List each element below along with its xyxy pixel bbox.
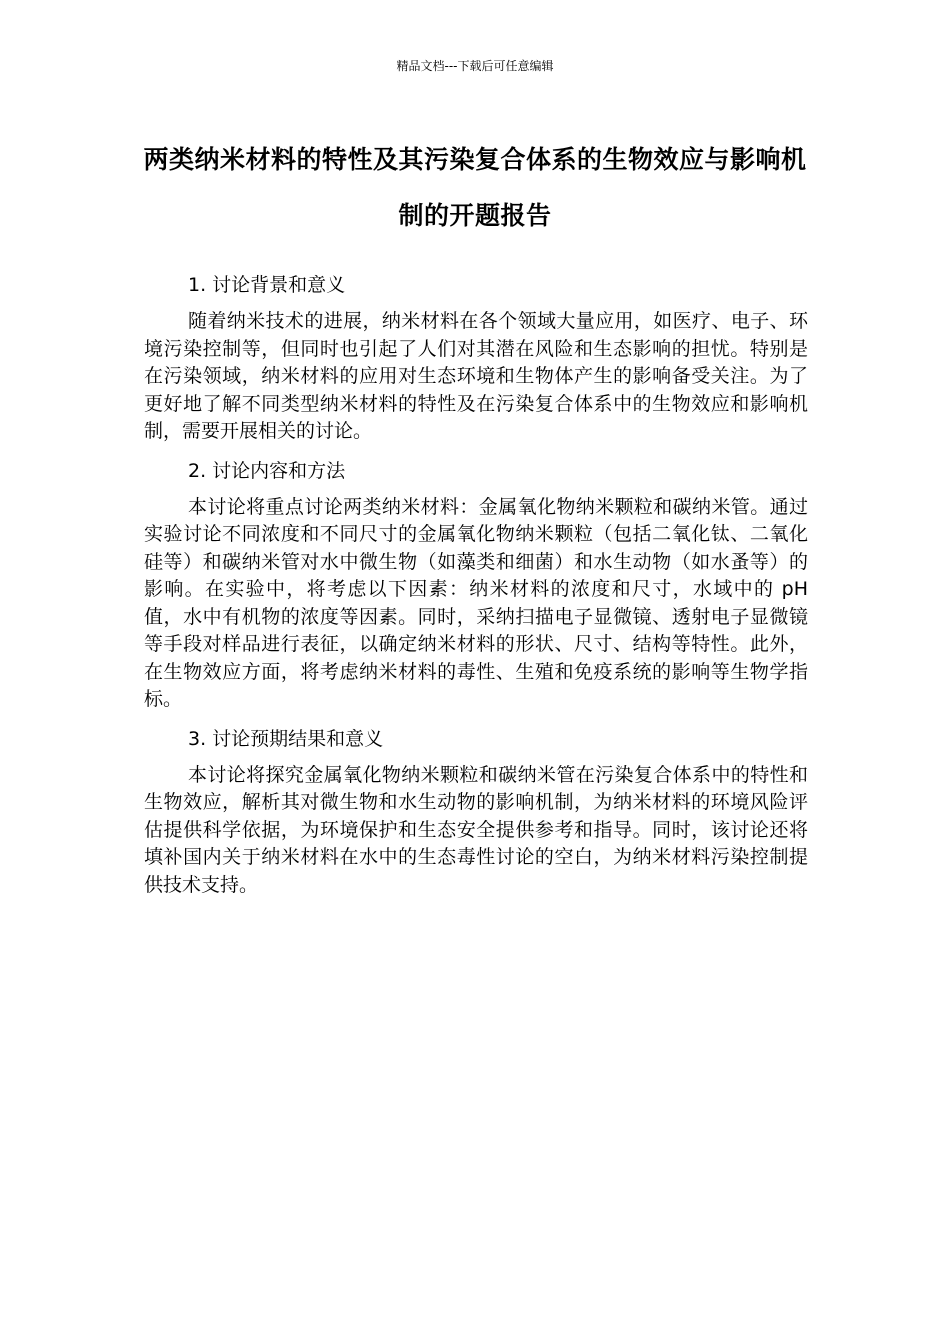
- section-heading: 2. 讨论内容和方法: [188, 459, 346, 482]
- section-expected-results: [144, 722, 808, 900]
- document-title: 两类纳米材料的特性及其污染复合体系的生物效应与影响机制的开题报告: [143, 145, 807, 230]
- section-background: [144, 268, 808, 446]
- document-body: [144, 268, 808, 907]
- section-heading: 3. 讨论预期结果和意义: [188, 727, 384, 750]
- section-content-methods: [144, 454, 808, 714]
- section-heading: 1. 讨论背景和意义: [188, 274, 346, 296]
- section-paragraph: 本讨论将重点讨论两类纳米材料：金属氧化物纳米颗粒和碳纳米管。通过实验讨论不同浓度和不同尺寸的金属氧化物纳米颗粒（包括二氧化钛、二氧化硅等）和碳纳米管对水中微生物（如藻类和细菌）和水生动物（如水蚤等）的影响。在实验中，将考虑以下因素：纳米材料的浓度和尺寸，水域中的 pH 值，水中有机物的浓度等因素。同时，采纳扫描电子显微镜、透射电子显微镜等手段对样品进行表征，以确定纳米材料的形状、尺寸、结构等特性。此外，在生物效应方面，将考虑纳米材料的毒性、生殖和免疫系统的影响等生物学指标。: [144, 495, 808, 710]
- header-note: 精品文档---下载后可任意编辑: [396, 59, 554, 73]
- section-paragraph: 随着纳米技术的进展，纳米材料在各个领域大量应用，如医疗、电子、环境污染控制等，但同时也引起了人们对其潜在风险和生态影响的担忧。特别是在污染领域，纳米材料的应用对生态环境和生物体产生的影响备受关注。为了更好地了解不同类型纳米材料的特性及在污染复合体系中的生物效应和影响机制，需要开展相关的讨论。: [144, 310, 808, 442]
- section-paragraph: 本讨论将探究金属氧化物纳米颗粒和碳纳米管在污染复合体系中的特性和生物效应，解析其对微生物和水生动物的影响机制，为纳米材料的环境风险评估提供科学依据，为环境保护和生态安全提供参考和指导。同时，该讨论还将填补国内关于纳米材料在水中的生态毒性讨论的空白，为纳米材料污染控制提供技术支持。: [144, 763, 808, 896]
